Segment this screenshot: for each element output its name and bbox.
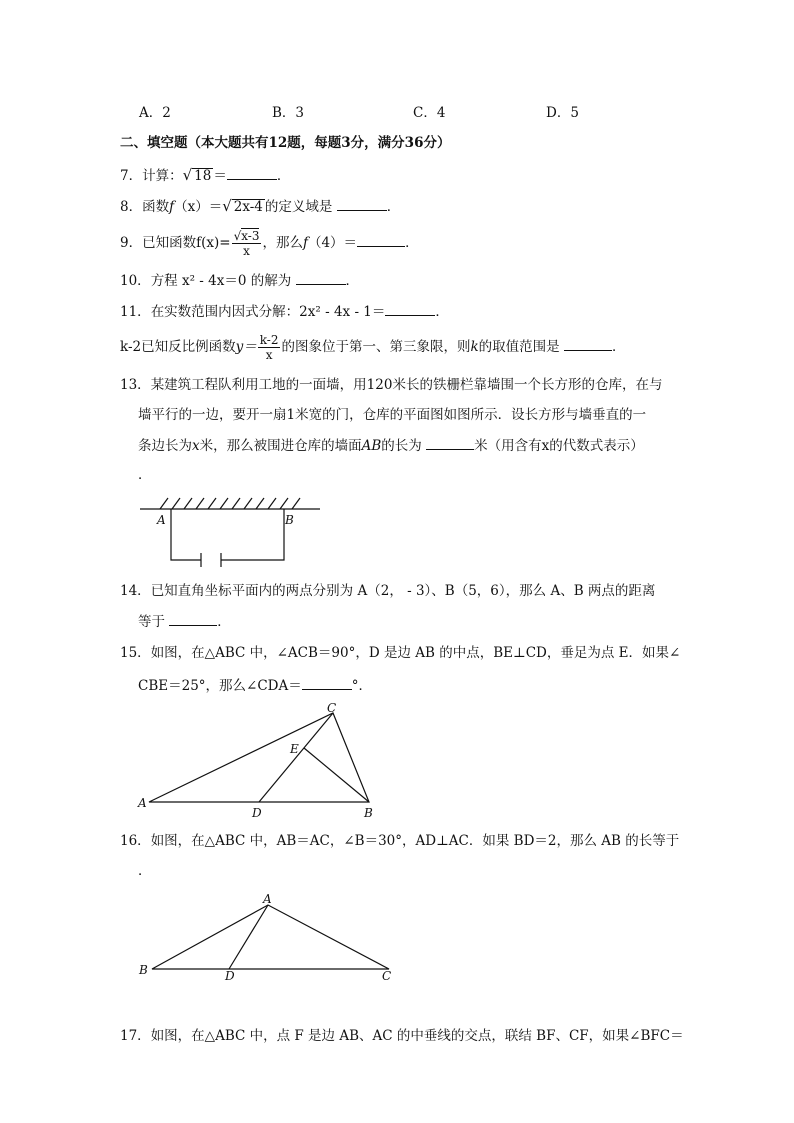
answer-blank <box>227 165 277 180</box>
question-text: 在实数范围内因式分解：2x² - 4x - 1＝ <box>150 304 386 320</box>
question-13-line-2: 墙平行的一边，要开一扇1米宽的门，仓库的平面图如图所示．设长方形与墙垂直的一 <box>138 407 647 423</box>
question-number: 10． <box>120 273 151 289</box>
label-a: A <box>157 513 166 527</box>
label-c: C <box>327 701 337 715</box>
question-9 <box>120 228 419 258</box>
question-text: 方程 x² - 4x＝0 的解为 <box>150 273 292 289</box>
label-b: B <box>285 513 294 527</box>
segment-ad <box>229 905 268 969</box>
question-8 <box>120 196 400 217</box>
question-text: 某建筑工程队利用工地的一面墙，用120米长的铁栅栏靠墙围一个长方形的仓库，在与 <box>150 377 663 393</box>
label-d: D <box>225 969 235 983</box>
period: ． <box>405 235 419 251</box>
question-number: 8． <box>120 199 143 215</box>
option-a: A．2 <box>139 105 171 121</box>
segment-cd <box>259 713 333 802</box>
fence-left-part <box>171 509 201 560</box>
variable-x: x <box>192 438 200 454</box>
question-number: k-2 <box>120 339 142 355</box>
question-number: 9． <box>120 235 143 251</box>
section-title: 二、填空题（本大题共有12题，每题3分，满分36分） <box>120 135 451 151</box>
question-number: 14． <box>120 583 151 599</box>
question-text: 的图象位于第一、第三象限，则 <box>281 339 471 355</box>
question-text: 如图，在△ABC 中，AB＝AC，∠B＝30°，AD⊥AC．如果 BD＝2，那么 AB 的长等于 <box>150 833 680 849</box>
function-arg: （x） <box>174 199 209 215</box>
label-a: A <box>263 892 272 906</box>
question-12 <box>120 332 625 362</box>
fraction-numerator: √x-3 <box>233 229 260 243</box>
answer-blank <box>302 675 352 690</box>
equals-sign: ＝ <box>208 199 223 215</box>
question-text: 的长为 <box>381 438 422 454</box>
question-13-line-3 <box>138 435 644 456</box>
question-15-line-2 <box>138 675 372 696</box>
fraction-denominator: x <box>265 348 273 362</box>
label-b: B <box>139 963 148 977</box>
question-text: 已知直角坐标平面内的两点分别为 A（2， - 3）、B（5，6），那么 A、B 两点的距离 <box>150 583 656 599</box>
question-number: 7． <box>120 168 143 184</box>
segment-be <box>304 748 369 802</box>
period: ． <box>386 199 401 215</box>
label-e: E <box>290 742 299 756</box>
period: ． <box>217 614 231 630</box>
question-number: 13． <box>120 377 151 393</box>
question-17-line-1 <box>120 1026 684 1046</box>
question-14-line-1 <box>120 581 655 601</box>
fraction-numerator: k-2 <box>259 333 279 347</box>
q13-figure <box>130 490 330 570</box>
question-10 <box>120 270 359 291</box>
sqrt-icon: √ <box>222 197 232 215</box>
question-7 <box>120 165 290 186</box>
function-name: f <box>169 199 175 215</box>
label-b: B <box>364 806 373 820</box>
question-15-line-1 <box>120 643 680 663</box>
question-text: °． <box>351 678 372 694</box>
function-name: f <box>302 235 308 251</box>
triangle-abc <box>149 713 369 802</box>
label-c: C <box>382 969 392 983</box>
fence-right-part <box>221 509 284 560</box>
question-16-line-1 <box>120 831 679 851</box>
answer-blank <box>169 611 217 626</box>
question-text: 的取值范围是 <box>478 339 560 355</box>
function-lhs: y＝ <box>235 339 257 355</box>
answer-blank <box>426 435 474 450</box>
question-number: 11． <box>120 304 151 320</box>
wall-hatching <box>160 498 300 509</box>
fraction <box>232 229 262 258</box>
question-text: 计算： <box>142 168 183 184</box>
question-13-line-1 <box>120 375 662 395</box>
option-d: D．5 <box>546 105 579 121</box>
period: ． <box>435 304 449 320</box>
question-number: 16． <box>120 833 151 849</box>
sqrt-icon: √ <box>182 166 193 184</box>
answer-blank <box>296 270 346 285</box>
question-text: 的定义域是 <box>264 199 333 215</box>
function-arg: （4）＝ <box>307 235 358 251</box>
question-text: 已知函数 <box>142 235 197 251</box>
function-lhs: f(x)= <box>196 235 231 251</box>
equals-sign: ＝ <box>213 168 227 184</box>
question-11 <box>120 301 449 322</box>
variable-k: k <box>470 339 479 355</box>
question-text: ，那么 <box>262 235 303 251</box>
option-b: B．3 <box>272 105 305 121</box>
label-a: A <box>138 796 147 810</box>
fraction-denominator: x <box>243 244 250 258</box>
radicand: 18 <box>194 168 212 184</box>
question-text: 米（用含有x的代数式表示） <box>474 438 644 454</box>
question-text: 等于 <box>138 614 165 630</box>
question-text: 函数 <box>142 199 170 215</box>
period: ． <box>276 168 291 184</box>
question-number: 17． <box>120 1028 151 1044</box>
question-13-line-4: ． <box>138 467 152 483</box>
answer-blank <box>385 301 435 316</box>
question-text: 条边长为 <box>138 438 192 454</box>
answer-blank <box>564 336 612 351</box>
triangle-abc <box>152 905 389 969</box>
question-16-line-2: ． <box>138 863 152 879</box>
question-14-line-2 <box>138 611 231 632</box>
answer-blank <box>357 232 405 247</box>
question-text: 如图，在△ABC 中，∠ACB＝90°，D 是边 AB 的中点，BE⊥CD，垂足为点 E．如果∠ <box>150 645 681 661</box>
q15-figure <box>135 700 385 825</box>
question-text: 米，那么被围进仓库的墙面 <box>199 438 362 454</box>
fraction <box>258 333 281 362</box>
question-text: 已知反比例函数 <box>141 339 236 355</box>
question-number: 15． <box>120 645 151 661</box>
radicand: 2x-4 <box>233 199 263 215</box>
radicand: x-3 <box>241 229 260 243</box>
segment-ab: AB <box>361 438 382 454</box>
answer-blank <box>337 196 387 211</box>
period: ． <box>611 339 626 355</box>
question-text: 如图，在△ABC 中，点 F 是边 AB、AC 的中垂线的交点，联结 BF、CF，如果∠BFC＝ <box>150 1028 684 1044</box>
option-c: C．4 <box>413 105 446 121</box>
q16-figure <box>135 890 395 985</box>
question-text: CBE＝25°，那么∠CDA＝ <box>138 678 302 694</box>
label-d: D <box>252 806 262 820</box>
period: ． <box>345 273 360 289</box>
